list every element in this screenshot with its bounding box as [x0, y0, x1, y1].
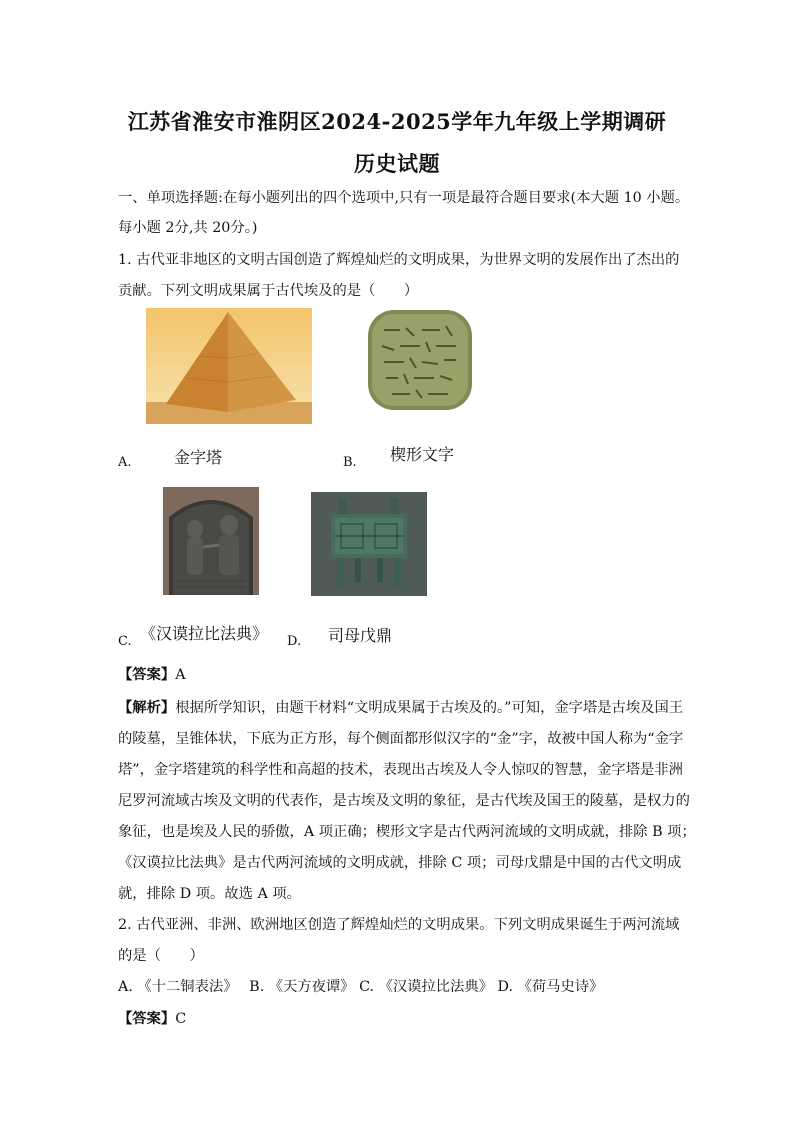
question-1-analysis-line6: 《汉谟拉比法典》是古代两河流域的文明成就，排除 C 项；司母戊鼎是中国的古代文明成	[118, 855, 682, 871]
answer-value: A	[175, 667, 186, 683]
answer-tag: 【答案】	[118, 1011, 176, 1027]
simuwu-ding-image	[311, 492, 427, 596]
option-d-label: D.	[287, 634, 302, 649]
question-1-analysis-line3: 塔”，金字塔建筑的科学性和高超的技术，表现出古埃及人令人惊叹的智慧，金字塔是非洲	[118, 762, 683, 778]
answer-tag: 【答案】	[118, 667, 176, 683]
cuneiform-tablet-image	[364, 306, 476, 416]
question-2-stem-line2: 的是（ ）	[118, 948, 204, 964]
question-1-analysis-line7: 就，排除 D 项。故选 A 项。	[118, 886, 301, 902]
option-d-caption: 司母戊鼎	[328, 626, 393, 645]
option-b-caption: 楔形文字	[390, 445, 455, 464]
pyramid-image	[146, 308, 312, 424]
page-title: 江苏省淮安市淮阴区2024-2025学年九年级上学期调研	[127, 109, 667, 134]
question-1-answer	[118, 664, 186, 684]
section-instructions-line1: 一、单项选择题:在每小题列出的四个选项中,只有一项是最符合题目要求(本大题 10 小题。	[118, 190, 690, 206]
option-a-caption: 金字塔	[174, 448, 223, 467]
option-c-caption: 《汉谟拉比法典》	[140, 624, 269, 643]
analysis-tag: 【解析】	[118, 700, 176, 716]
option-b-label: B.	[343, 455, 357, 470]
question-1-analysis-line5: 象征，也是埃及人民的骄傲，A 项正确；楔形文字是古代两河流域的文明成就，排除 B 项；	[118, 824, 696, 840]
question-1-analysis-line4: 尼罗河流域古埃及文明的代表作，是古埃及文明的象征，是古代埃及国王的陵墓，是权力的	[118, 793, 690, 809]
question-1-stem-line1: 1. 古代亚非地区的文明古国创造了辉煌灿烂的文明成果，为世界文明的发展作出了杰出的	[118, 252, 680, 268]
hammurabi-stele-image	[163, 487, 259, 595]
question-1-analysis-line2: 的陵墓，呈锥体状，下底为正方形，每个侧面都形似汉字的“金”字，故被中国人称为“金字	[118, 731, 684, 747]
question-1-stem-line2: 贡献。下列文明成果属于古代埃及的是（ ）	[118, 283, 419, 299]
question-2-options: A. 《十二铜表法》 B. 《天方夜谭》 C. 《汉谟拉比法典》 D. 《荷马史诗》	[118, 979, 604, 995]
question-1-analysis-line1: 【解析】根据所学知识，由题干材料“文明成果属于古埃及的。”可知，金字塔是古埃及国王	[118, 700, 684, 716]
question-2-answer	[118, 1008, 186, 1028]
question-2-stem-line1: 2. 古代亚洲、非洲、欧洲地区创造了辉煌灿烂的文明成果。下列文明成果诞生于两河流域	[118, 917, 680, 933]
option-a-label: A.	[118, 455, 132, 470]
answer-value: C	[175, 1011, 187, 1027]
page-subtitle: 历史试题	[354, 151, 440, 176]
section-instructions-line2: 每小题 2分,共 20分。)	[118, 220, 258, 236]
option-c-label: C.	[118, 634, 132, 649]
